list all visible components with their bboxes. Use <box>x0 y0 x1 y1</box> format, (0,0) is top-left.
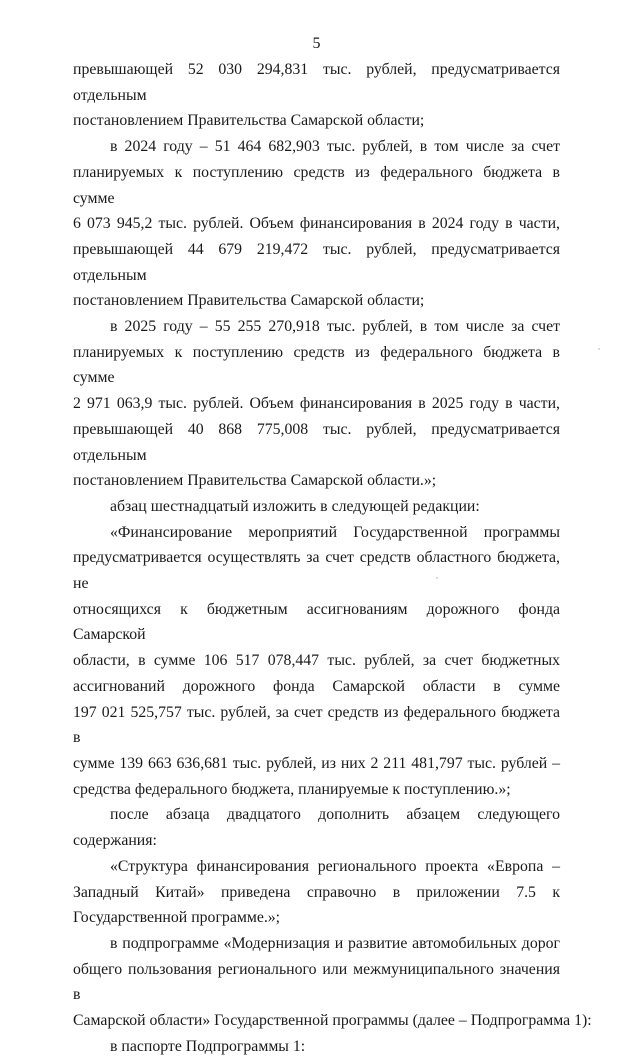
text-line: планируемых к поступлению средств из федерального бюджета в сумме <box>73 343 560 387</box>
text-line: 2 971 063,9 тыс. рублей. Объем финансирования в 2025 году в части, <box>73 395 560 413</box>
text-line: 6 073 945,2 тыс. рублей. Объем финансирования в 2024 году в части, <box>73 215 560 233</box>
paragraph <box>73 494 560 520</box>
paragraph <box>73 802 560 853</box>
text-line: в 2024 году – 51 464 682,903 тыс. рублей, в том числе за счет <box>110 138 560 156</box>
paragraph <box>73 1034 560 1059</box>
text-line: области, в сумме 106 517 078,447 тыс. рублей, за счет бюджетных <box>73 652 560 670</box>
text-line: после абзаца двадцатого дополнить абзацем следующего <box>110 806 560 824</box>
paragraph <box>73 314 560 494</box>
paragraph <box>73 520 560 803</box>
text-line: средства федерального бюджета, планируемые к поступлению.»; <box>73 780 511 798</box>
text-line: Западный Китай» приведена справочно в приложении 7.5 к <box>73 883 560 901</box>
paragraph <box>73 134 560 314</box>
text-line: ассигнований дорожного фонда Самарской области в сумме <box>73 677 560 695</box>
text-line: абзац шестнадцатый изложить в следующей редакции: <box>110 497 480 515</box>
text-line: превышающей 40 868 775,008 тыс. рублей, предусматривается отдельным <box>73 420 560 464</box>
text-line: Самарской области» Государственной программы (далее – Подпрограмма 1): <box>73 1012 592 1030</box>
scan-speck <box>598 348 600 350</box>
text-line: превышающей 52 030 294,831 тыс. рублей, предусматривается отдельным <box>73 61 560 104</box>
paragraph <box>73 57 560 134</box>
text-line: постановлением Правительства Самарской области.»; <box>73 472 437 490</box>
page-number: 5 <box>312 35 321 52</box>
text-line: Государственной программе.»; <box>73 909 281 927</box>
text-line: превышающей 44 679 219,472 тыс. рублей, предусматривается отдельным <box>73 240 560 284</box>
text-line: содержания: <box>73 832 157 850</box>
text-line: предусматривается осуществлять за счет средств областного бюджета, не <box>73 549 560 593</box>
paragraph <box>73 854 560 931</box>
text-line: «Финансирование мероприятий Государственной программы <box>110 523 560 541</box>
text-line: «Структура финансирования регионального проекта «Европа – <box>110 857 560 875</box>
paragraph <box>73 931 592 1034</box>
scan-speck <box>436 577 438 579</box>
text-line: постановлением Правительства Самарской области; <box>73 112 425 130</box>
text-line: 197 021 525,757 тыс. рублей, за счет средств из федерального бюджета в <box>73 703 560 747</box>
document-body <box>73 57 592 1059</box>
text-line: планируемых к поступлению средств из федерального бюджета в сумме <box>73 163 560 207</box>
text-line: в подпрограмме «Модернизация и развитие автомобильных дорог <box>110 934 560 952</box>
text-line: постановлением Правительства Самарской области; <box>73 292 425 310</box>
text-line: относящихся к бюджетным ассигнованиям дорожного фонда Самарской <box>73 600 560 644</box>
text-line: в 2025 году – 55 255 270,918 тыс. рублей, в том числе за счет <box>110 318 560 336</box>
text-line: общего пользования регионального или межмуниципального значения в <box>73 960 560 1004</box>
text-line: сумме 139 663 636,681 тыс. рублей, из них 2 211 481,797 тыс. рублей – <box>73 754 560 772</box>
text-line: в паспорте Подпрограммы 1: <box>110 1037 306 1055</box>
